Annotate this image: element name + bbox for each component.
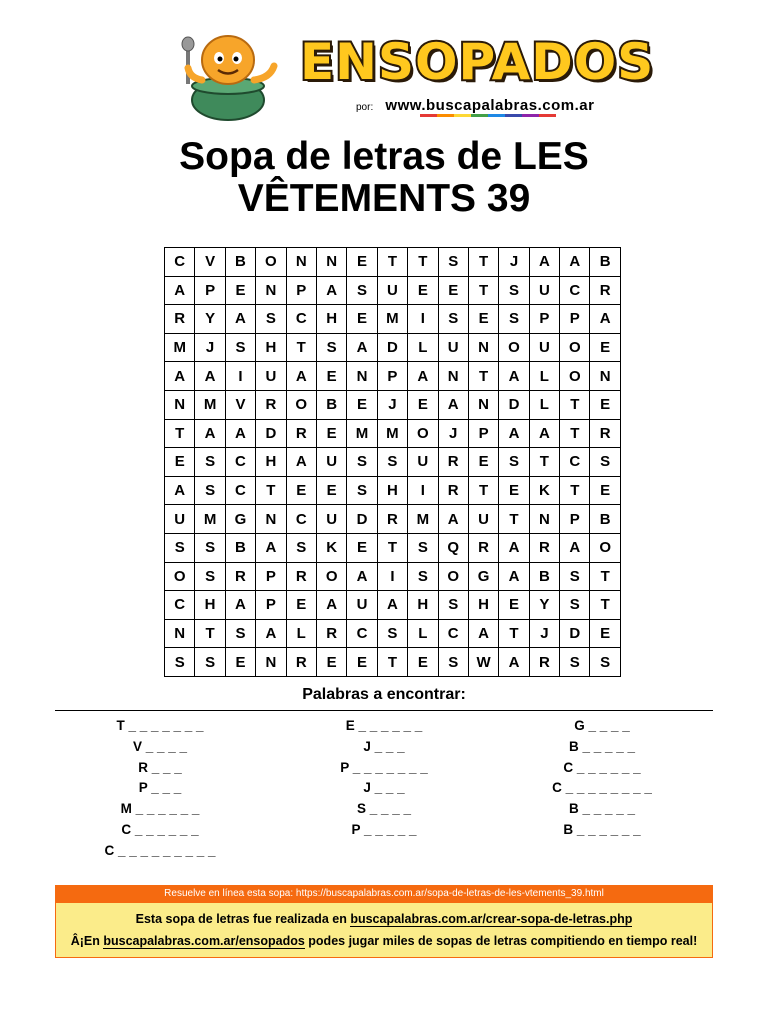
grid-cell[interactable]: M <box>165 333 195 362</box>
grid-row <box>165 362 621 391</box>
grid-cell[interactable]: L <box>408 619 438 648</box>
grid-cell[interactable]: L <box>529 390 559 419</box>
grid-cell[interactable]: H <box>468 591 498 620</box>
word-clue: P _ _ _ _ _ _ _ <box>340 759 428 775</box>
grid-cell[interactable]: E <box>225 648 255 677</box>
grid-cell[interactable]: A <box>347 562 377 591</box>
word-clue: P _ _ _ <box>138 780 182 796</box>
grid-cell[interactable]: C <box>165 248 195 277</box>
grid-cell[interactable]: O <box>560 362 590 391</box>
grid-cell[interactable]: U <box>316 448 346 477</box>
grid-cell[interactable]: G <box>225 505 255 534</box>
grid-cell[interactable]: T <box>560 419 590 448</box>
grid-cell[interactable]: E <box>590 619 620 648</box>
grid-cell[interactable]: U <box>468 505 498 534</box>
grid-cell[interactable]: R <box>468 533 498 562</box>
word-clue: T _ _ _ _ _ _ _ <box>116 718 204 733</box>
grid-cell[interactable]: E <box>499 591 529 620</box>
grid-cell[interactable]: S <box>560 648 590 677</box>
grid-cell[interactable]: C <box>560 276 590 305</box>
word-clue: B _ _ _ _ _ <box>568 801 636 817</box>
grid-cell[interactable]: T <box>499 505 529 534</box>
grid-cell[interactable]: B <box>529 562 559 591</box>
grid-cell[interactable]: U <box>256 362 286 391</box>
grid-cell[interactable]: H <box>256 333 286 362</box>
grid-cell[interactable]: E <box>225 276 255 305</box>
grid-cell[interactable]: S <box>408 562 438 591</box>
grid-cell[interactable]: E <box>590 333 620 362</box>
grid-cell[interactable]: Y <box>529 591 559 620</box>
grid-row <box>165 591 621 620</box>
grid-cell[interactable]: B <box>590 505 620 534</box>
grid-row <box>165 648 621 677</box>
word-clue: E _ _ _ _ _ _ <box>345 718 423 733</box>
grid-row <box>165 533 621 562</box>
grid-cell[interactable]: A <box>225 591 255 620</box>
grid-cell[interactable]: W <box>468 648 498 677</box>
grid-cell[interactable]: A <box>499 362 529 391</box>
grid-cell[interactable]: I <box>408 476 438 505</box>
word-clue: V _ _ _ _ <box>132 738 188 754</box>
grid-cell[interactable]: D <box>377 333 407 362</box>
grid-cell[interactable]: S <box>560 562 590 591</box>
grid-cell[interactable]: A <box>529 419 559 448</box>
grid-cell[interactable]: P <box>560 505 590 534</box>
footer-line-2-suffix: podes jugar miles de sopas de letras compitiendo en tiempo real! <box>304 934 698 948</box>
grid-cell[interactable]: M <box>195 505 225 534</box>
grid-cell[interactable]: A <box>529 248 559 277</box>
grid-cell[interactable]: N <box>316 248 346 277</box>
grid-cell[interactable]: U <box>377 276 407 305</box>
grid-cell[interactable]: A <box>165 276 195 305</box>
footer-line-1-text: Esta sopa de letras fue realizada en <box>135 912 351 926</box>
grid-cell[interactable]: R <box>286 648 316 677</box>
grid-cell[interactable]: P <box>560 305 590 334</box>
grid-cell[interactable]: T <box>468 276 498 305</box>
letter-grid <box>164 247 621 677</box>
grid-cell[interactable]: S <box>438 248 468 277</box>
grid-cell[interactable]: E <box>316 648 346 677</box>
grid-cell[interactable]: R <box>165 305 195 334</box>
grid-cell[interactable]: E <box>347 533 377 562</box>
grid-cell[interactable]: P <box>286 276 316 305</box>
grid-cell[interactable]: R <box>256 390 286 419</box>
brand-logo: ENSOPADOS <box>300 33 655 91</box>
grid-cell[interactable]: E <box>286 476 316 505</box>
grid-row <box>165 619 621 648</box>
grid-cell[interactable]: O <box>256 248 286 277</box>
grid-cell[interactable]: A <box>499 419 529 448</box>
grid-cell[interactable]: S <box>499 448 529 477</box>
grid-cell[interactable]: E <box>347 390 377 419</box>
grid-cell[interactable]: S <box>316 333 346 362</box>
grid-cell[interactable]: N <box>468 390 498 419</box>
grid-cell[interactable]: R <box>316 619 346 648</box>
grid-cell[interactable]: O <box>560 333 590 362</box>
grid-cell[interactable]: A <box>499 533 529 562</box>
grid-row <box>165 448 621 477</box>
grid-cell[interactable]: A <box>560 533 590 562</box>
grid-cell[interactable]: A <box>438 390 468 419</box>
header <box>0 0 768 130</box>
grid-cell[interactable]: S <box>377 448 407 477</box>
grid-cell[interactable]: S <box>347 476 377 505</box>
word-clue: B _ _ _ _ _ <box>568 738 636 754</box>
grid-cell[interactable]: S <box>225 619 255 648</box>
grid-cell[interactable]: C <box>286 505 316 534</box>
grid-cell[interactable]: A <box>225 419 255 448</box>
grid-cell[interactable]: N <box>256 648 286 677</box>
grid-cell[interactable]: R <box>529 648 559 677</box>
word-clue: C _ _ _ _ _ _ _ _ _ <box>104 842 216 858</box>
grid-cell[interactable]: T <box>590 591 620 620</box>
grid-cell[interactable]: S <box>438 305 468 334</box>
grid-cell[interactable]: C <box>165 591 195 620</box>
grid-cell[interactable]: R <box>225 562 255 591</box>
grid-cell[interactable]: S <box>590 648 620 677</box>
grid-row <box>165 248 621 277</box>
grid-cell[interactable]: S <box>256 305 286 334</box>
grid-cell[interactable]: S <box>165 533 195 562</box>
grid-cell[interactable]: C <box>225 476 255 505</box>
footer-line-2 <box>56 933 712 949</box>
grid-cell[interactable]: Q <box>438 533 468 562</box>
grid-cell[interactable]: S <box>499 276 529 305</box>
word-clue: P _ _ _ _ _ <box>351 821 417 837</box>
word-clue: C _ _ _ _ _ _ _ _ <box>552 780 652 796</box>
rainbow-underline <box>420 114 556 117</box>
grid-cell[interactable]: V <box>195 248 225 277</box>
grid-cell[interactable]: E <box>286 591 316 620</box>
grid-cell[interactable]: O <box>286 390 316 419</box>
grid-cell[interactable]: U <box>316 505 346 534</box>
grid-cell[interactable]: E <box>347 305 377 334</box>
grid-cell[interactable]: E <box>316 362 346 391</box>
grid-cell[interactable]: U <box>408 448 438 477</box>
grid-cell[interactable]: V <box>225 390 255 419</box>
grid-cell[interactable]: J <box>499 248 529 277</box>
grid-cell[interactable]: C <box>560 448 590 477</box>
grid-cell[interactable]: E <box>438 276 468 305</box>
grid-cell[interactable]: J <box>529 619 559 648</box>
grid-cell[interactable]: A <box>377 591 407 620</box>
grid-cell[interactable]: U <box>347 591 377 620</box>
word-clue: B _ _ _ _ _ _ <box>563 821 641 837</box>
grid-cell[interactable]: R <box>286 562 316 591</box>
grid-cell[interactable]: H <box>316 305 346 334</box>
grid-cell[interactable]: E <box>316 419 346 448</box>
word-list-col-2 <box>274 716 494 841</box>
grid-row <box>165 390 621 419</box>
grid-cell[interactable]: A <box>286 448 316 477</box>
grid-cell[interactable]: A <box>195 362 225 391</box>
grid-cell[interactable]: R <box>286 419 316 448</box>
grid-cell[interactable]: P <box>256 591 286 620</box>
grid-cell[interactable]: A <box>438 505 468 534</box>
grid-cell[interactable]: O <box>499 333 529 362</box>
grid-cell[interactable]: T <box>590 562 620 591</box>
grid-cell[interactable]: S <box>590 448 620 477</box>
grid-cell[interactable]: T <box>468 248 498 277</box>
grid-cell[interactable]: A <box>256 619 286 648</box>
grid-cell[interactable]: A <box>225 305 255 334</box>
grid-cell[interactable]: T <box>377 248 407 277</box>
grid-cell[interactable]: M <box>195 390 225 419</box>
grid-row <box>165 333 621 362</box>
grid-cell[interactable]: H <box>256 448 286 477</box>
grid-cell[interactable]: E <box>316 476 346 505</box>
title-line-2: VÊTEMENTS 39 <box>237 177 531 220</box>
grid-cell[interactable]: N <box>286 248 316 277</box>
grid-cell[interactable]: R <box>438 476 468 505</box>
grid-cell[interactable]: Y <box>195 305 225 334</box>
grid-cell[interactable]: T <box>256 476 286 505</box>
grid-cell[interactable]: L <box>529 362 559 391</box>
grid-cell[interactable]: A <box>499 648 529 677</box>
grid-cell[interactable]: O <box>408 419 438 448</box>
grid-cell[interactable]: A <box>316 591 346 620</box>
grid-cell[interactable]: S <box>195 533 225 562</box>
grid-cell[interactable]: G <box>468 562 498 591</box>
grid-cell[interactable]: A <box>165 476 195 505</box>
words-heading: Palabras a encontrar: <box>302 686 466 703</box>
grid-cell[interactable]: B <box>590 248 620 277</box>
grid-cell[interactable]: T <box>286 333 316 362</box>
grid-cell[interactable]: O <box>165 562 195 591</box>
title-line-1: Sopa de letras de LES <box>179 135 589 178</box>
grid-cell[interactable]: K <box>316 533 346 562</box>
grid-cell[interactable]: J <box>377 390 407 419</box>
grid-cell[interactable]: B <box>316 390 346 419</box>
grid-cell[interactable]: S <box>408 533 438 562</box>
grid-cell[interactable]: E <box>408 390 438 419</box>
grid-cell[interactable]: L <box>408 333 438 362</box>
grid-cell[interactable]: S <box>195 476 225 505</box>
grid-cell[interactable]: M <box>408 505 438 534</box>
grid-cell[interactable]: S <box>377 619 407 648</box>
grid-cell[interactable]: M <box>377 419 407 448</box>
grid-cell[interactable]: A <box>195 419 225 448</box>
grid-cell[interactable]: H <box>195 591 225 620</box>
grid-cell[interactable]: N <box>468 333 498 362</box>
grid-cell[interactable]: N <box>529 505 559 534</box>
grid-cell[interactable]: S <box>438 591 468 620</box>
grid-cell[interactable]: T <box>468 476 498 505</box>
grid-cell[interactable]: E <box>499 476 529 505</box>
word-list-col-1 <box>50 716 270 862</box>
grid-cell[interactable]: M <box>347 419 377 448</box>
grid-cell[interactable]: D <box>256 419 286 448</box>
word-clue: M _ _ _ _ _ _ <box>120 801 200 817</box>
grid-cell[interactable]: O <box>316 562 346 591</box>
grid-cell[interactable]: N <box>165 390 195 419</box>
grid-cell[interactable]: S <box>225 333 255 362</box>
grid-cell[interactable]: E <box>408 276 438 305</box>
word-clue: C _ _ _ _ _ _ <box>121 821 199 837</box>
grid-cell[interactable]: T <box>499 619 529 648</box>
grid-cell[interactable]: E <box>165 448 195 477</box>
octopus-mascot-icon <box>180 30 280 122</box>
grid-cell[interactable]: R <box>529 533 559 562</box>
grid-cell[interactable]: A <box>316 276 346 305</box>
grid-row <box>165 419 621 448</box>
footer-line-2-prefix: Â¡En <box>70 934 104 948</box>
grid-row <box>165 562 621 591</box>
grid-cell[interactable]: S <box>560 591 590 620</box>
word-clue: J _ _ _ <box>363 738 405 754</box>
grid-cell[interactable]: N <box>256 276 286 305</box>
grid-cell[interactable]: U <box>165 505 195 534</box>
grid-cell[interactable]: S <box>195 648 225 677</box>
grid-cell[interactable]: D <box>499 390 529 419</box>
grid-cell[interactable]: S <box>347 448 377 477</box>
grid-cell[interactable]: P <box>195 276 225 305</box>
grid-cell[interactable]: P <box>529 305 559 334</box>
grid-row <box>165 505 621 534</box>
grid-cell[interactable]: I <box>225 362 255 391</box>
create-puzzle-link[interactable]: buscapalabras.com.ar/crear-sopa-de-letras.php <box>350 912 633 926</box>
grid-cell[interactable]: T <box>195 619 225 648</box>
word-clue: C _ _ _ _ _ _ <box>563 759 641 775</box>
grid-cell[interactable]: E <box>590 476 620 505</box>
grid-cell[interactable]: C <box>347 619 377 648</box>
grid-cell[interactable]: R <box>590 419 620 448</box>
grid-cell[interactable]: L <box>286 619 316 648</box>
grid-cell[interactable]: A <box>590 305 620 334</box>
grid-cell[interactable]: E <box>347 248 377 277</box>
page-title <box>84 136 684 220</box>
grid-cell[interactable]: N <box>256 505 286 534</box>
grid-cell[interactable]: A <box>256 533 286 562</box>
grid-cell[interactable]: T <box>165 419 195 448</box>
grid-cell[interactable]: C <box>286 305 316 334</box>
word-clue: S _ _ _ _ <box>356 801 412 817</box>
grid-cell[interactable]: C <box>225 448 255 477</box>
grid-cell[interactable]: S <box>499 305 529 334</box>
grid-cell[interactable]: A <box>347 333 377 362</box>
grid-cell[interactable]: H <box>377 476 407 505</box>
grid-cell[interactable]: A <box>408 362 438 391</box>
grid-cell[interactable]: S <box>195 448 225 477</box>
grid-cell[interactable]: A <box>560 248 590 277</box>
divider <box>55 710 713 711</box>
grid-row <box>165 305 621 334</box>
grid-cell[interactable]: N <box>347 362 377 391</box>
grid-cell[interactable]: O <box>590 533 620 562</box>
grid-cell[interactable]: H <box>408 591 438 620</box>
grid-cell[interactable]: A <box>286 362 316 391</box>
grid-cell[interactable]: E <box>468 448 498 477</box>
grid-row <box>165 276 621 305</box>
word-clue: R _ _ _ <box>138 759 182 775</box>
grid-cell[interactable]: E <box>408 648 438 677</box>
grid-cell[interactable]: O <box>438 562 468 591</box>
grid-cell[interactable]: J <box>438 419 468 448</box>
grid-cell[interactable]: N <box>438 362 468 391</box>
grid-cell[interactable]: B <box>225 533 255 562</box>
grid-cell[interactable]: E <box>347 648 377 677</box>
grid-cell[interactable]: A <box>499 562 529 591</box>
grid-cell[interactable]: U <box>529 333 559 362</box>
grid-cell[interactable]: T <box>560 476 590 505</box>
grid-cell[interactable]: E <box>468 305 498 334</box>
grid-cell[interactable]: E <box>590 390 620 419</box>
grid-cell[interactable]: U <box>529 276 559 305</box>
grid-cell[interactable]: I <box>408 305 438 334</box>
grid-cell[interactable]: D <box>560 619 590 648</box>
grid-cell[interactable]: T <box>377 648 407 677</box>
grid-cell[interactable]: T <box>468 362 498 391</box>
grid-cell[interactable]: N <box>590 362 620 391</box>
grid-cell[interactable]: S <box>438 648 468 677</box>
grid-cell[interactable]: D <box>347 505 377 534</box>
grid-cell[interactable]: R <box>377 505 407 534</box>
grid-cell[interactable]: U <box>438 333 468 362</box>
footer-line-1 <box>56 911 712 927</box>
grid-cell[interactable]: R <box>438 448 468 477</box>
grid-cell[interactable]: I <box>377 562 407 591</box>
grid-cell[interactable]: C <box>438 619 468 648</box>
grid-cell[interactable]: T <box>377 533 407 562</box>
grid-cell[interactable]: J <box>195 333 225 362</box>
site-link[interactable]: www.buscapalabras.com.ar <box>385 97 595 114</box>
grid-cell[interactable]: N <box>165 619 195 648</box>
by-label: por: <box>356 102 374 113</box>
grid-cell[interactable]: A <box>468 619 498 648</box>
grid-cell[interactable]: T <box>529 448 559 477</box>
grid-cell[interactable]: S <box>347 276 377 305</box>
grid-cell[interactable]: P <box>377 362 407 391</box>
grid-cell[interactable]: P <box>256 562 286 591</box>
grid-cell[interactable]: R <box>590 276 620 305</box>
word-clue: J _ _ _ <box>363 780 405 796</box>
word-list-col-3 <box>492 716 712 841</box>
grid-cell[interactable]: S <box>286 533 316 562</box>
grid-cell[interactable]: B <box>225 248 255 277</box>
grid-cell[interactable]: S <box>165 648 195 677</box>
grid-cell[interactable]: T <box>560 390 590 419</box>
grid-cell[interactable]: A <box>165 362 195 391</box>
grid-cell[interactable]: K <box>529 476 559 505</box>
word-clue: G _ _ _ _ <box>574 718 630 733</box>
footer-info <box>55 903 713 958</box>
grid-cell[interactable]: S <box>195 562 225 591</box>
grid-cell[interactable]: T <box>408 248 438 277</box>
grid-cell[interactable]: P <box>468 419 498 448</box>
grid-row <box>165 476 621 505</box>
ensopados-link[interactable]: buscapalabras.com.ar/ensopados <box>103 934 305 948</box>
grid-cell[interactable]: M <box>377 305 407 334</box>
online-solve-link[interactable]: Resuelve en línea esta sopa: https://buscapalabras.com.ar/sopa-de-letras-de-les-vtements_39.html <box>55 885 713 903</box>
